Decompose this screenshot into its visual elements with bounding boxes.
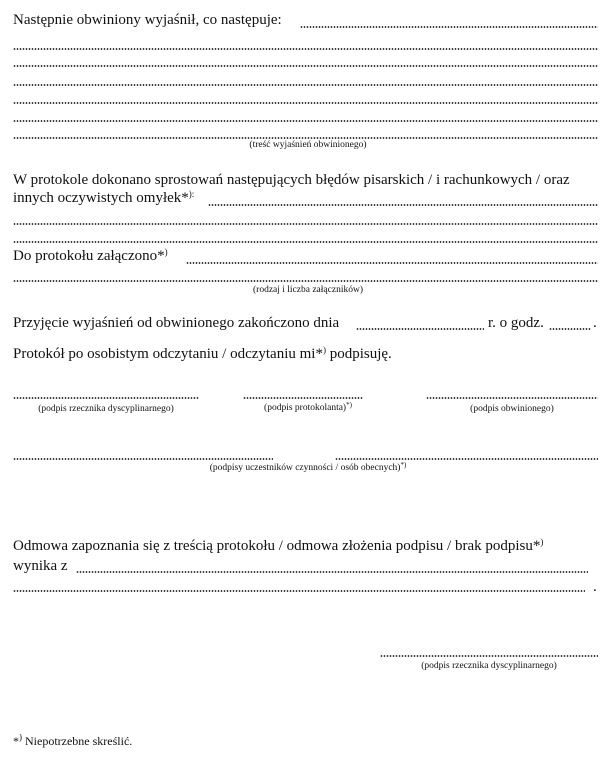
explanation-lead: Następnie obwiniony wyjaśnił, co następuje:: [13, 12, 282, 28]
attachments-lead: [13, 247, 168, 265]
asterisk: *: [315, 346, 323, 362]
explanation-dotted-line[interactable]: [13, 48, 598, 50]
corrections-label: innych oczywistych omyłek: [13, 190, 182, 206]
attachments-dotted-line[interactable]: [186, 262, 598, 264]
attachments-label: Do protokołu załączono: [13, 248, 158, 264]
refusal-dotted-line[interactable]: [13, 590, 585, 592]
explanation-dotted-line[interactable]: [13, 102, 598, 104]
signature-line-participants[interactable]: [335, 458, 598, 460]
footnote-ref: *): [346, 402, 352, 409]
completion-text: Przyjęcie wyjaśnień od obwinionego zakończono dnia: [13, 315, 340, 331]
footnote-ref: ):: [188, 189, 195, 199]
corrections-dotted-line[interactable]: [13, 223, 598, 225]
footnote: [13, 734, 132, 748]
signature-caption-final: (podpis rzecznika dyscyplinarnego): [421, 661, 557, 671]
refusal-dotted-line[interactable]: [76, 571, 588, 573]
footnote-text: Niepotrzebne skreślić.: [22, 734, 133, 748]
explanation-dotted-line[interactable]: [13, 120, 598, 122]
recorder-caption-text: (podpis protokolanta): [264, 403, 347, 413]
signature-line-recorder[interactable]: [243, 397, 363, 399]
signing-end: podpisuję.: [325, 346, 392, 362]
footnote-ref: ): [164, 247, 168, 257]
signature-line-final[interactable]: [380, 655, 598, 657]
refusal-text: Odmowa zapoznania się z treścią protokołu / odmowa złożenia podpisu / brak podpisu: [13, 538, 533, 554]
completion-time-field[interactable]: [549, 328, 591, 330]
completion-time-label: r. o godz.: [488, 315, 544, 331]
footnote-ref: ): [322, 345, 326, 355]
explanation-dotted-line[interactable]: [13, 84, 598, 86]
footnote-mark: *: [13, 734, 19, 748]
corrections-dotted-line[interactable]: [208, 204, 598, 206]
completion-date-field[interactable]: [356, 328, 484, 330]
explanation-dotted-line[interactable]: [300, 26, 598, 28]
footnote-ref: *): [400, 462, 407, 469]
footnote-sup: ): [19, 734, 22, 742]
corrections-text-line1: W protokole dokonano sprostowań następujących błędów pisarskich / i rachunkowych / oraz: [13, 172, 570, 188]
refusal-end: .: [593, 579, 597, 595]
corrections-dotted-line[interactable]: [13, 241, 598, 243]
attachments-dotted-line[interactable]: [13, 280, 598, 282]
asterisk: *: [532, 538, 541, 554]
asterisk: *: [157, 248, 165, 264]
explanation-caption: (treść wyjaśnień obwinionego): [249, 140, 367, 150]
signature-line-prosecutor[interactable]: [13, 397, 199, 399]
corrections-text-line2: [13, 189, 194, 207]
signature-caption-participants: [0, 462, 616, 474]
explanation-dotted-line[interactable]: [13, 65, 598, 67]
signing-text: Protokół po osobistym odczytaniu / odczytaniu mi: [13, 346, 316, 362]
signature-caption-accused: (podpis obwinionego): [470, 404, 554, 414]
refusal-text-line1: [13, 537, 543, 555]
participants-caption-text: (podpisy uczestników czynności / osób obecnych): [209, 463, 401, 473]
refusal-reason-label: wynika z: [13, 558, 68, 574]
signature-line-participants[interactable]: [13, 458, 273, 460]
signature-line-accused[interactable]: [426, 397, 598, 399]
footnote-ref: ): [540, 537, 544, 547]
attachments-caption: (rodzaj i liczba załączników): [253, 285, 363, 295]
asterisk: *: [181, 190, 189, 206]
signature-caption-prosecutor: (podpis rzecznika dyscyplinarnego): [38, 404, 174, 414]
signing-statement: [13, 345, 392, 363]
signature-caption-recorder: [238, 402, 378, 414]
completion-end: .: [593, 315, 597, 331]
